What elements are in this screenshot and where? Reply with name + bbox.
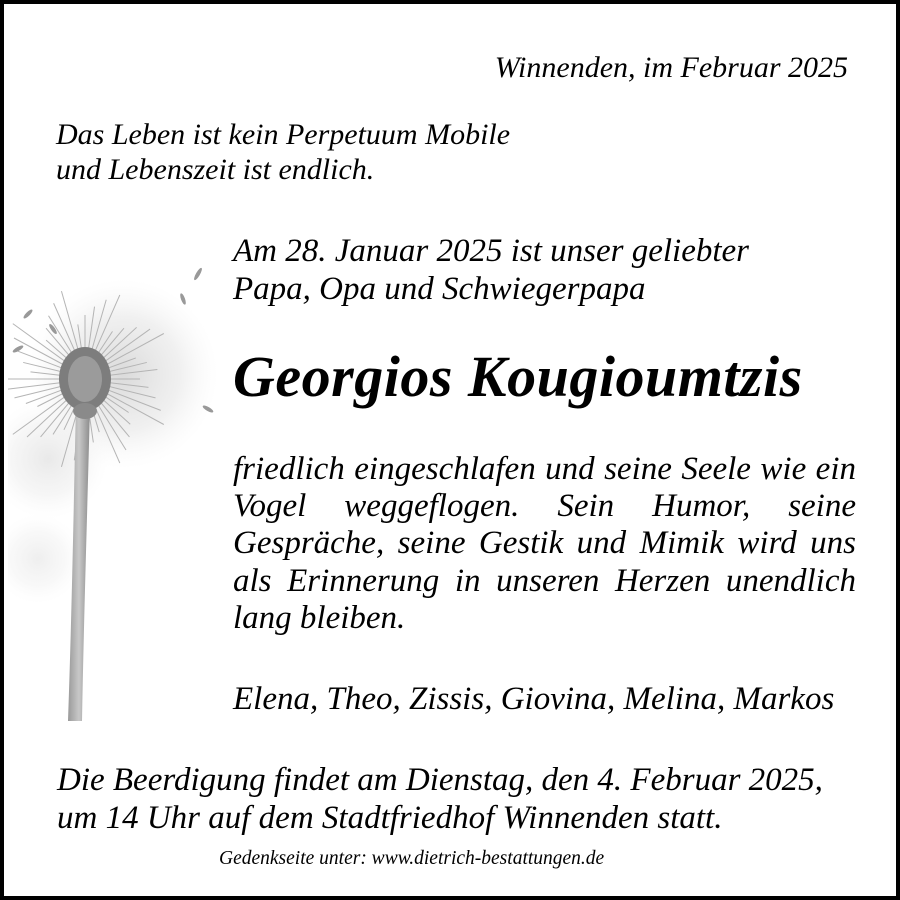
- place-date: Winnenden, im Februar 2025: [494, 51, 848, 84]
- memorial-text: friedlich eingeschlafen und seine Seele wie ein Vogel weggeflogen. Sein Humor, seine Gespräche, seine Gestik und Mimik wird uns als Erinnerung in unseren Herzen unendlich lang bleiben.: [233, 451, 856, 636]
- memorial-website: Gedenkseite unter: www.dietrich-bestattungen.de: [219, 848, 605, 869]
- funeral-line: Die Beerdigung findet am Dienstag, den 4. Februar 2025,: [57, 762, 823, 798]
- funeral-line: um 14 Uhr auf dem Stadtfriedhof Winnenden statt.: [57, 799, 723, 836]
- family-names: Elena, Theo, Zissis, Giovina, Melina, Markos: [233, 681, 835, 717]
- announcement-line: Am 28. Januar 2025 ist unser geliebter: [233, 233, 750, 269]
- motto-line: und Lebenszeit ist endlich.: [56, 153, 375, 187]
- motto-quote: [56, 117, 510, 187]
- announcement-line: Papa, Opa und Schwiegerpapa: [233, 270, 646, 307]
- deceased-name: Georgios Kougioumtzis: [233, 344, 803, 409]
- dandelion-icon: [8, 229, 233, 729]
- funeral-info: [57, 762, 823, 837]
- motto-line: Das Leben ist kein Perpetuum Mobile: [56, 118, 511, 151]
- death-announcement: [233, 233, 749, 308]
